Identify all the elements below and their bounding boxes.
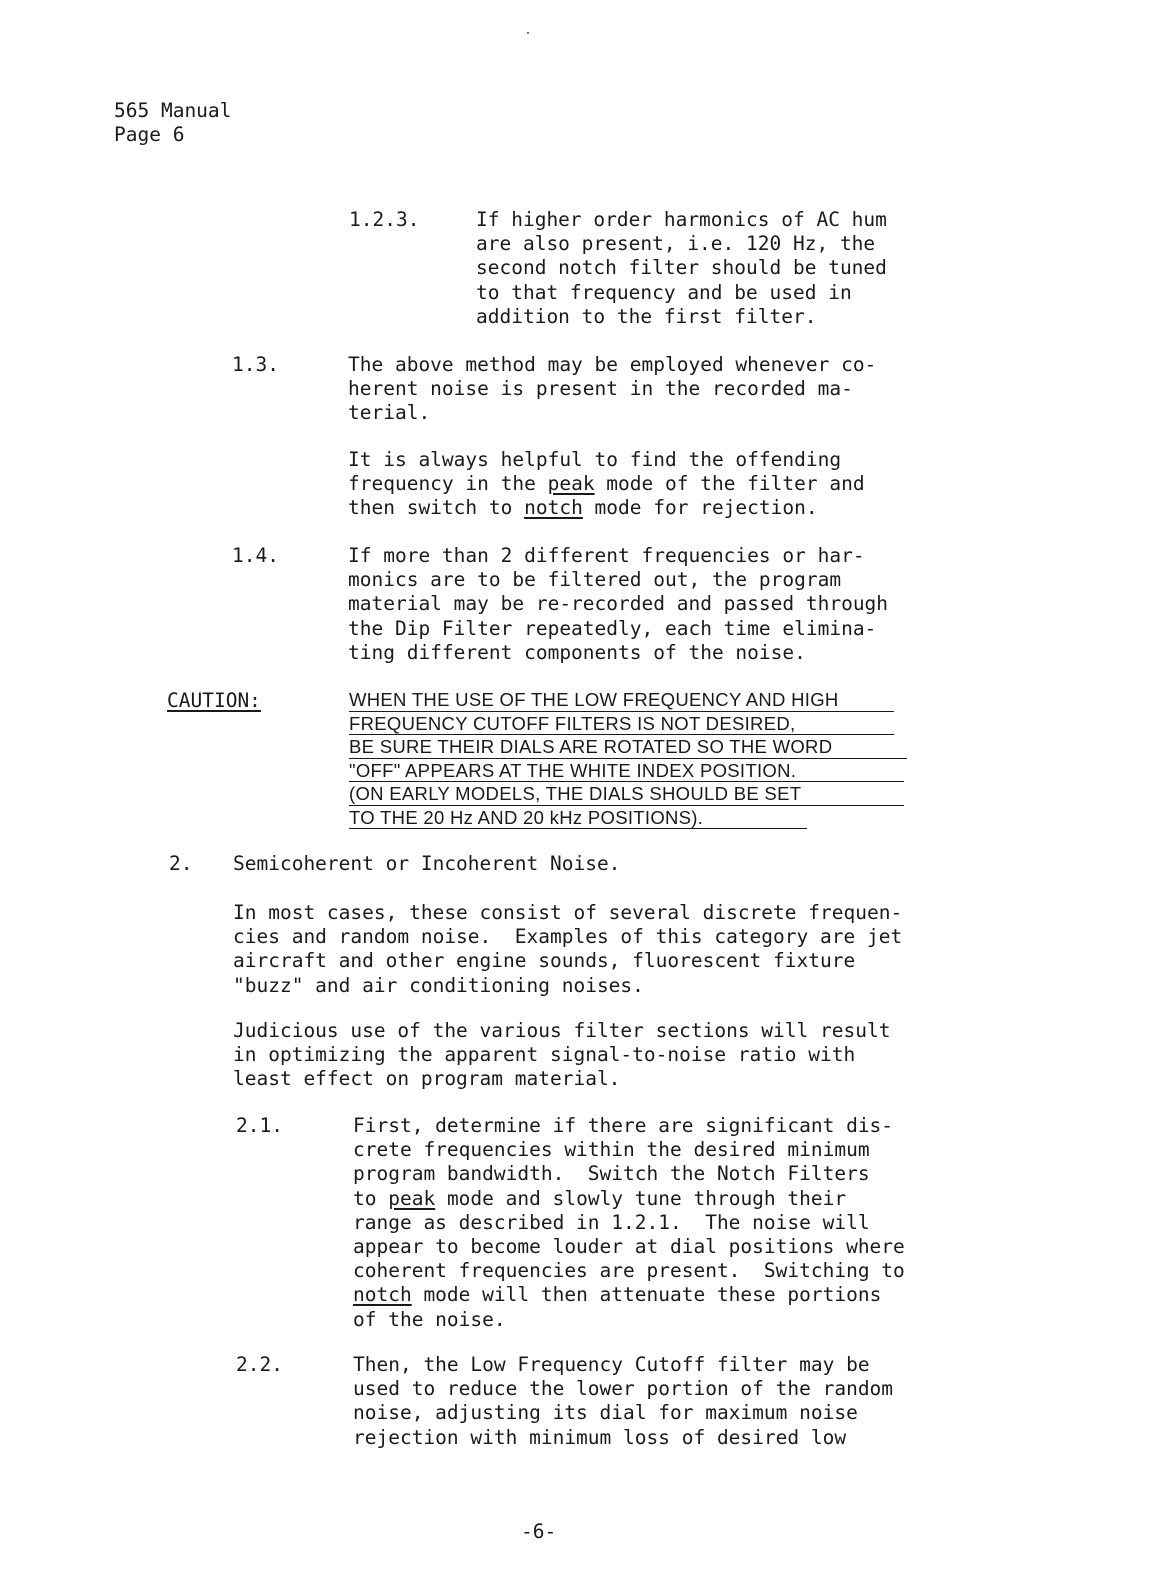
- section-number-1-3: 1.3.: [232, 353, 279, 376]
- section-2-paragraph-1: In most cases, these consist of several discrete frequen- cies and random noise. Examples of this category are jet aircraft and other engine sounds, fluorescent fixture "buzz" and air conditioning noises.: [233, 901, 903, 997]
- caution-line: (ON EARLY MODELS, THE DIALS SHOULD BE SET: [349, 783, 904, 806]
- peak-emphasis: peak: [547, 472, 595, 496]
- section-2-1-text: First, determine if there are significant dis- crete frequencies within the desired minimum program bandwidth. Switch the Notch Filters to peak mode and slowly tune through their range as described in 1.2.1. The noise will appear to become louder at dial positions where coherent frequencies are present. Switching to notch mode will then attenuate these portions of the noise.: [353, 1114, 905, 1331]
- notch-emphasis: notch: [524, 496, 583, 520]
- caution-line: TO THE 20 Hz AND 20 kHz POSITIONS).: [349, 807, 807, 830]
- document-header: [114, 99, 231, 147]
- section-number-1-4: 1.4.: [232, 544, 279, 567]
- section-2-title: Semicoherent or Incoherent Noise.: [233, 852, 621, 875]
- page-label: Page 6: [114, 123, 185, 147]
- caution-line: FREQUENCY CUTOFF FILTERS IS NOT DESIRED,: [349, 713, 894, 736]
- manual-title: 565 Manual: [114, 99, 232, 122]
- section-1-3-note: It is always helpful to find the offending frequency in the peak mode of the filter and then switch to notch mode for rejection.: [348, 448, 865, 520]
- page-number-footer: -6-: [521, 1520, 557, 1543]
- section-number-1-2-3: 1.2.3.: [349, 208, 420, 231]
- caution-block: [349, 689, 909, 830]
- section-number-2-1: 2.1.: [236, 1114, 283, 1137]
- section-2-2-text: Then, the Low Frequency Cutoff filter may be used to reduce the lower portion of the random noise, adjusting its dial for maximum noise rejection with minimum loss of desired low: [353, 1353, 894, 1449]
- caution-line: WHEN THE USE OF THE LOW FREQUENCY AND HIGH: [349, 689, 894, 712]
- section-1-4-text: If more than 2 different frequencies or har- monics are to be filtered out, the program material may be re-recorded and passed through the Dip Filter repeatedly, each time elimina- ting different components of the noise.: [348, 544, 889, 664]
- section-1-2-3-text: If higher order harmonics of AC hum are also present, i.e. 120 Hz, the second notch filter should be tuned to that frequency and be used in addition to the first filter.: [476, 208, 887, 328]
- scan-speck: [527, 32, 529, 34]
- caution-line: "OFF" APPEARS AT THE WHITE INDEX POSITION.: [349, 760, 904, 783]
- section-1-3-text: The above method may be employed whenever co- herent noise is present in the recorded ma- terial.: [348, 353, 877, 425]
- caution-label: CAUTION:: [167, 689, 261, 712]
- section-2-paragraph-2: Judicious use of the various filter sections will result in optimizing the apparent signal-to-noise ratio with least effect on program material.: [233, 1019, 891, 1091]
- section-number-2-2: 2.2.: [236, 1353, 283, 1376]
- notch-emphasis: notch: [353, 1283, 412, 1307]
- caution-line: BE SURE THEIR DIALS ARE ROTATED SO THE WORD: [349, 736, 907, 759]
- section-number-2: 2.: [169, 852, 193, 875]
- peak-emphasis: peak: [388, 1186, 436, 1210]
